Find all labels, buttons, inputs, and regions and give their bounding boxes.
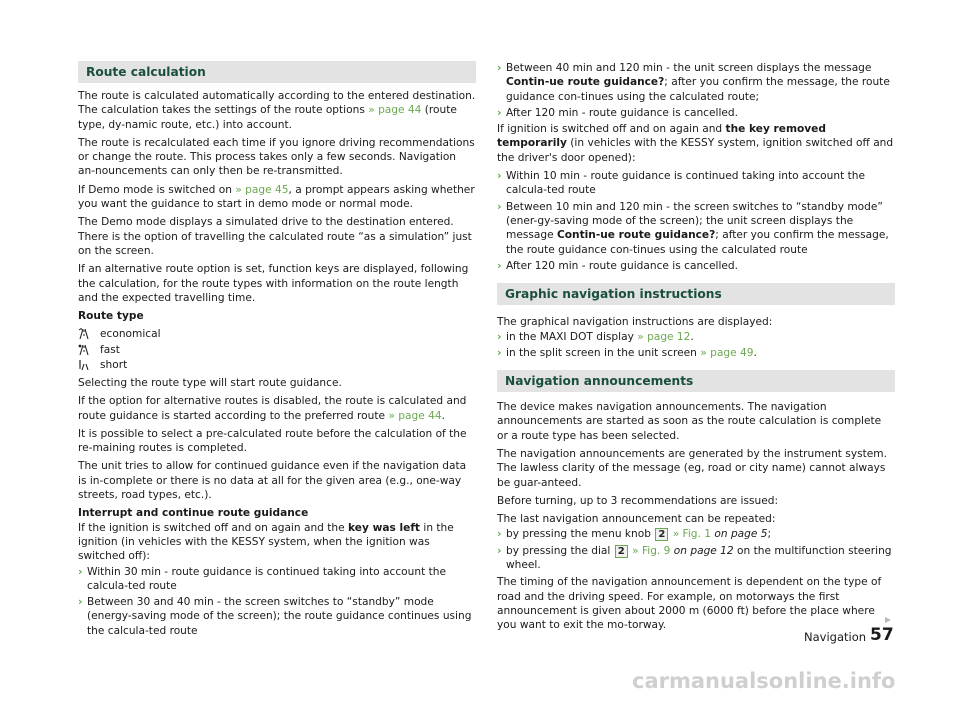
paragraph: Before turning, up to 3 recommendations are issued: [497,494,779,507]
bullet-arrow-icon: › [497,527,502,541]
paragraph: The graphical navigation instructions are displayed: [497,316,773,329]
paragraph: The route is recalculated each time if you ignore driving recommendations or change the route. This process takes only a few seconds. Navigation an-nouncements can only then be re-transmitted. [78,136,475,178]
paragraph: If the option for alternative routes is disabled, the route is calculated and route guidance is started according to the preferred route » page 44. [78,395,467,422]
watermark: carmanualsonline.info [632,669,896,693]
bullet-arrow-icon: › [497,330,502,344]
left-column [78,61,476,640]
interrupt-title: Interrupt and continue route guidance [78,507,309,520]
section-heading-route-calculation: Route calculation [78,61,476,83]
paragraph: The navigation announcements are generated by the instrument system. The lawless clarity of the message (eg, road or city name) cannot always be guar-anteed. [497,447,887,489]
bullet-arrow-icon: › [497,543,502,557]
continue-triangle-icon [884,616,892,624]
route-type-item: fast [78,342,476,358]
bullet-arrow-icon: › [497,61,502,74]
right-column [497,61,895,637]
paragraph: The Demo mode displays a simulated drive to the destination entered. There is the option of travelling the calculated route “as a simulation” just on the screen. [78,216,472,257]
bullet-arrow-icon: › [497,345,502,359]
list-item: › in the split screen in the unit screen » page 49. [497,345,757,359]
paragraph: The last navigation announcement can be repeated: [497,513,776,526]
economical-route-icon [78,328,100,340]
section-heading-graphic-navigation: Graphic navigation instructions [497,283,895,305]
short-route-icon [78,359,100,371]
paragraph: It is possible to select a pre-calculated route before the calculation of the re-maining routes is completed. [78,427,467,455]
bullet-arrow-icon: › [497,169,502,183]
list-item: › by pressing the dial 2 » Fig. 9 on page 12 on the multifunction steering wheel. [497,543,892,572]
route-type-list [78,326,476,373]
list-item: › Between 40 min and 120 min - the unit screen displays the message Contin-ue route guidance?; after you confirm the message, the route guidance con-tinues using the calculated route; [497,61,890,103]
list-item: › After 120 min - route guidance is cancelled. [497,258,739,272]
figure-link[interactable]: » Fig. 9 [632,544,671,557]
route-type-title: Route type [78,310,144,323]
route-type-item: economical [78,326,476,342]
figure-link[interactable]: » Fig. 1 [672,528,712,541]
bullet-arrow-icon: › [497,258,502,272]
paragraph: If an alternative route option is set, function keys are displayed, following the calculation, for the route types with information on the route length and the expected travelling time. [78,263,469,304]
bullet-arrow-icon: › [78,595,83,609]
list-item: › Within 10 min - route guidance is continued taking into account the calcula-ted route [497,169,865,197]
page-link[interactable]: » page 44 [388,409,442,422]
paragraph: The route is calculated automatically according to the entered destination. The calculation takes the settings of the route options » page 44 (route type, dy-namic route, etc.) into account. [78,90,476,131]
route-type-item: short [78,357,476,373]
key-label-badge: 2 [655,528,668,541]
paragraph: If ignition is switched off and on again and the key removed temporarily (in vehicles with the KESSY system, ignition switched off and the driver's door opened): [497,123,894,164]
bullet-arrow-icon: › [497,199,502,213]
list-item: › in the MAXI DOT display » page 12. [497,330,694,344]
paragraph: The timing of the navigation announcement is dependent on the type of road and the driving speed. For example, on motorways the first announcement is given about 2000 m (6000 ft) before the place where you want to exit the mo-torway. [497,576,882,632]
bullet-arrow-icon: › [78,564,83,578]
page-link[interactable]: » page 44 [368,104,422,117]
list-item: › Between 30 and 40 min - the screen switches to “standby” mode (energy-saving mode of the screen); the route guidance continues using the calcula-ted route [78,595,472,637]
paragraph: If the ignition is switched off and on again and the key was left in the ignition (in vehicles with the KESSY system, when the ignition was switched off): [78,521,454,563]
page-link[interactable]: » page 49 [700,346,754,359]
page-link[interactable]: » page 45 [235,183,289,196]
page-link[interactable]: » page 12 [637,331,691,344]
footer-section-label: Navigation [804,630,867,644]
section-heading-navigation-announcements: Navigation announcements [497,370,895,392]
paragraph: The unit tries to allow for continued guidance even if the navigation data is in-complete or there is no data at all for the given area (e.g., one-way streets, road types, etc.). [78,460,467,502]
page-number: 57 [870,625,894,645]
paragraph: If Demo mode is switched on » page 45, a prompt appears asking whether you want the guidance to start in demo mode or normal mode. [78,183,475,211]
list-item: › After 120 min - route guidance is cancelled. [497,105,739,119]
bullet-arrow-icon: › [497,105,502,119]
list-item: › Between 10 min and 120 min - the screen switches to “standby mode” (ener-gy-saving mode of the screen); the unit screen displays the message Contin-ue route guidance?; after you confirm the message, the route guidance con-tinues using the calculated route [497,199,889,256]
paragraph: Selecting the route type will start route guidance. [78,376,342,389]
list-item: › Within 30 min - route guidance is continued taking into account the calcula-ted route [78,564,446,592]
paragraph: The device makes navigation announcements. The navigation announcements are started as soon as the route calculation is complete or a route type has been selected. [497,401,882,442]
list-item: › by pressing the menu knob 2 » Fig. 1 on page 5; [497,527,772,541]
fast-route-icon [78,344,100,356]
key-label-badge: 2 [615,545,628,558]
